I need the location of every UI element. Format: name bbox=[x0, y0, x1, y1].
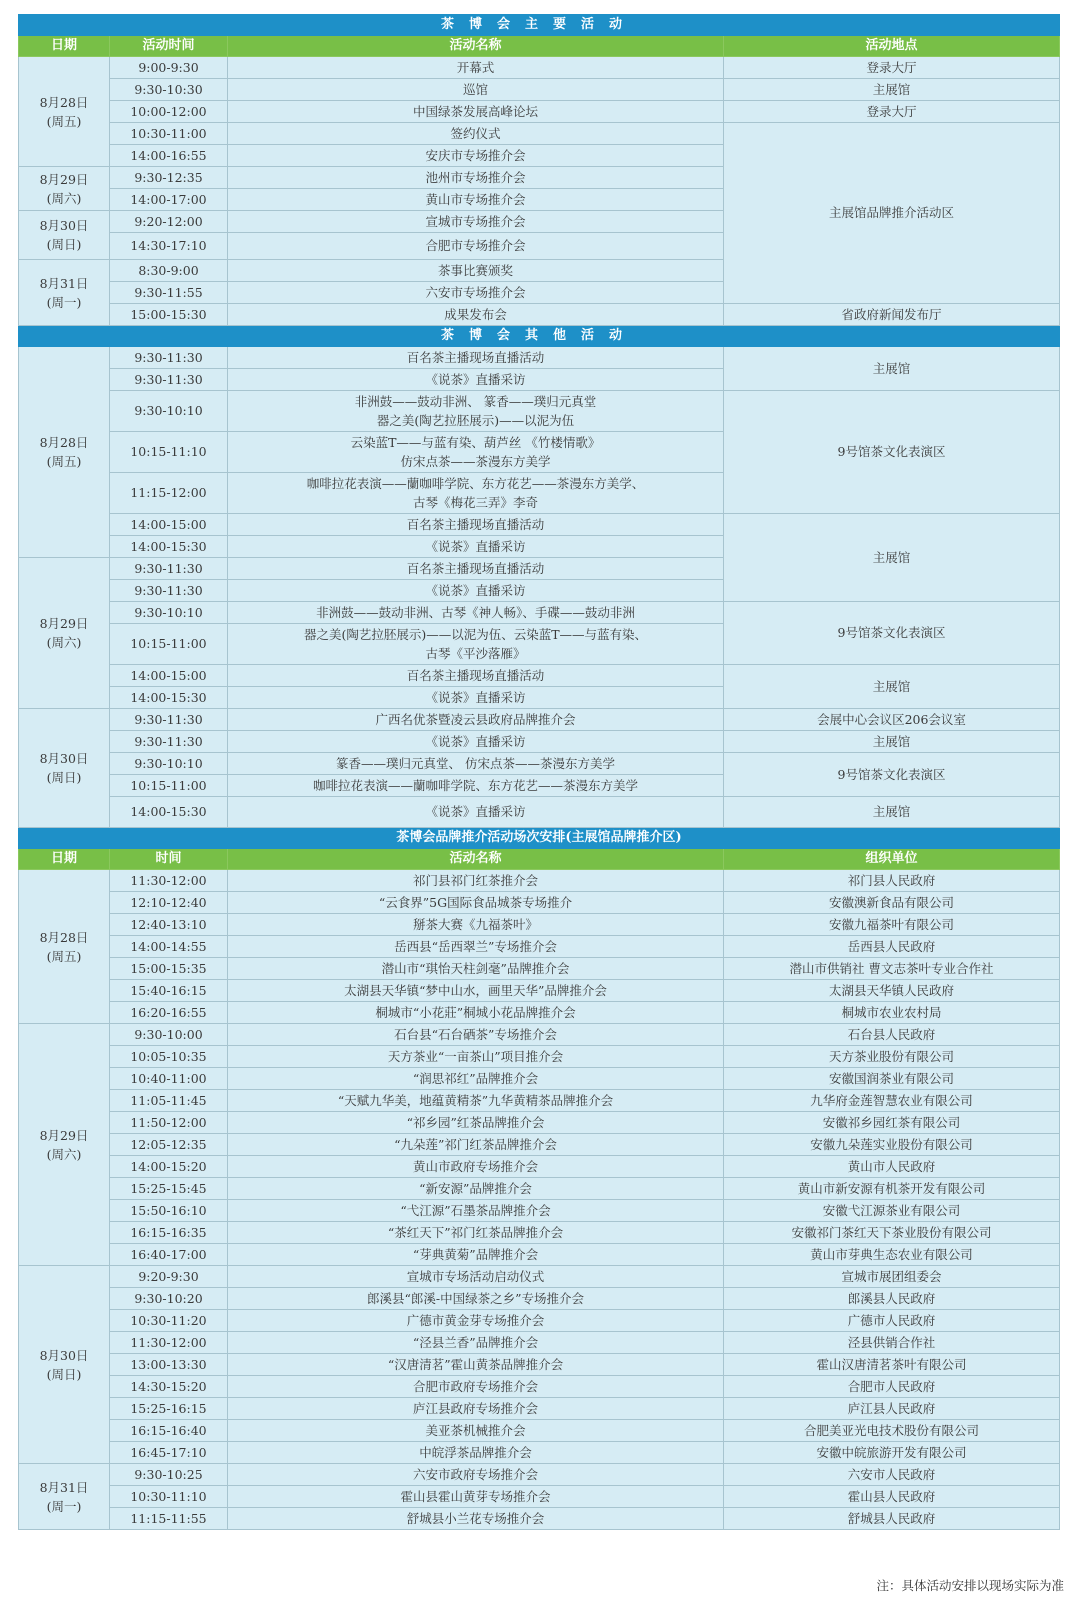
table-row bbox=[19, 1046, 1060, 1068]
table-row bbox=[19, 123, 1060, 145]
time-cell: 9:30-11:30 bbox=[110, 709, 228, 731]
schedule-wrapper bbox=[18, 14, 1059, 1530]
place-cell: 主展馆 bbox=[724, 347, 1060, 391]
date-cell bbox=[19, 709, 110, 828]
date-text: 8月31日 bbox=[39, 1479, 89, 1495]
table-row bbox=[19, 602, 1060, 624]
header-date: 日期 bbox=[19, 36, 110, 57]
weekday-text: (周五) bbox=[46, 454, 82, 469]
footnote: 注：具体活动安排以现场实际为准 bbox=[876, 1578, 1064, 1593]
name-cell: 庐江县政府专场推介会 bbox=[228, 1398, 724, 1420]
table-row bbox=[19, 731, 1060, 753]
time-cell: 10:15-11:00 bbox=[110, 624, 228, 665]
name-cell: 霍山县霍山黄芽专场推介会 bbox=[228, 1486, 724, 1508]
name-cell: 合肥市专场推介会 bbox=[228, 233, 724, 260]
section-title-row bbox=[19, 15, 1060, 36]
time-cell: 14:00-15:30 bbox=[110, 536, 228, 558]
table-row bbox=[19, 57, 1060, 79]
name-cell: 中皖浮茶品牌推介会 bbox=[228, 1442, 724, 1464]
time-cell: 9:30-11:30 bbox=[110, 558, 228, 580]
org-cell: 桐城市农业农村局 bbox=[724, 1002, 1060, 1024]
date-cell bbox=[19, 1464, 110, 1530]
header-time: 时间 bbox=[110, 849, 228, 870]
org-cell: 岳西县人民政府 bbox=[724, 936, 1060, 958]
name-cell: “九朵莲”祁门红茶品牌推介会 bbox=[228, 1134, 724, 1156]
name-cell: 安庆市专场推介会 bbox=[228, 145, 724, 167]
name-cell: 潜山市“琪怡天柱剑毫”品牌推介会 bbox=[228, 958, 724, 980]
table-row bbox=[19, 304, 1060, 326]
table-row bbox=[19, 1376, 1060, 1398]
org-cell: 天方茶业股份有限公司 bbox=[724, 1046, 1060, 1068]
name-cell: 祁门县祁门红茶推介会 bbox=[228, 870, 724, 892]
date-cell bbox=[19, 1266, 110, 1464]
name-cell: 《说茶》直播采访 bbox=[228, 536, 724, 558]
date-text: 8月28日 bbox=[39, 929, 89, 945]
org-cell: 安徽祁乡园红茶有限公司 bbox=[724, 1112, 1060, 1134]
table-row bbox=[19, 914, 1060, 936]
table-row bbox=[19, 936, 1060, 958]
header-time: 活动时间 bbox=[110, 36, 228, 57]
date-text: 8月30日 bbox=[39, 751, 89, 766]
time-cell: 11:30-12:00 bbox=[110, 870, 228, 892]
time-cell: 11:05-11:45 bbox=[110, 1090, 228, 1112]
org-cell: 庐江县人民政府 bbox=[724, 1398, 1060, 1420]
table-row bbox=[19, 101, 1060, 123]
table-row bbox=[19, 1156, 1060, 1178]
place-cell: 9号馆茶文化表演区 bbox=[724, 602, 1060, 665]
section-title-row bbox=[19, 828, 1060, 849]
date-cell bbox=[19, 1024, 110, 1266]
time-cell: 16:20-16:55 bbox=[110, 1002, 228, 1024]
table-row bbox=[19, 1200, 1060, 1222]
table-row bbox=[19, 665, 1060, 687]
name-cell: 《说茶》直播采访 bbox=[228, 797, 724, 828]
org-cell: 安徽九福茶叶有限公司 bbox=[724, 914, 1060, 936]
org-cell: 祁门县人民政府 bbox=[724, 870, 1060, 892]
name-cell: “汉唐清茗”霍山黄茶品牌推介会 bbox=[228, 1354, 724, 1376]
place-cell: 省政府新闻发布厅 bbox=[724, 304, 1060, 326]
time-cell: 16:15-16:35 bbox=[110, 1222, 228, 1244]
date-cell bbox=[19, 211, 110, 260]
time-cell: 11:15-12:00 bbox=[110, 473, 228, 514]
weekday-text: (周六) bbox=[46, 190, 82, 206]
table-row bbox=[19, 958, 1060, 980]
time-cell: 15:00-15:30 bbox=[110, 304, 228, 326]
org-cell: 安徽国润茶业有限公司 bbox=[724, 1068, 1060, 1090]
name-cell: 石台县“石台硒茶”专场推介会 bbox=[228, 1024, 724, 1046]
table-row bbox=[19, 1024, 1060, 1046]
org-cell: 黄山市新安源有机茶开发有限公司 bbox=[724, 1178, 1060, 1200]
name-cell: “天赋九华美，地蕴黄精茶”九华黄精茶品牌推介会 bbox=[228, 1090, 724, 1112]
time-cell: 10:30-11:00 bbox=[110, 123, 228, 145]
table-row bbox=[19, 870, 1060, 892]
name-line: 咖啡拉花表演——蘭咖啡学院、东方花艺——茶漫东方美学、 bbox=[306, 476, 645, 491]
table-row bbox=[19, 753, 1060, 775]
time-cell: 9:20-12:00 bbox=[110, 211, 228, 233]
place-cell: 主展馆 bbox=[724, 665, 1060, 709]
name-cell: 池州市专场推介会 bbox=[228, 167, 724, 189]
place-cell: 登录大厅 bbox=[724, 101, 1060, 123]
time-cell: 14:00-15:20 bbox=[110, 1156, 228, 1178]
table-row bbox=[19, 1244, 1060, 1266]
weekday-text: (周六) bbox=[46, 635, 82, 650]
name-cell: 《说茶》直播采访 bbox=[228, 369, 724, 391]
name-cell bbox=[228, 391, 724, 432]
time-cell: 10:15-11:00 bbox=[110, 775, 228, 797]
header-row bbox=[19, 849, 1060, 870]
time-cell: 14:00-15:30 bbox=[110, 797, 228, 828]
table-row bbox=[19, 1310, 1060, 1332]
time-cell: 14:00-17:00 bbox=[110, 189, 228, 211]
header-date: 日期 bbox=[19, 849, 110, 870]
org-cell: 安徽中皖旅游开发有限公司 bbox=[724, 1442, 1060, 1464]
name-line: 器之美(陶艺拉胚展示)——以泥为伍、云染蓝T——与蓝有染、 bbox=[303, 627, 648, 642]
time-cell: 9:30-11:30 bbox=[110, 369, 228, 391]
table-row bbox=[19, 1354, 1060, 1376]
time-cell: 16:40-17:00 bbox=[110, 1244, 228, 1266]
section-title: 茶博会主要活动 bbox=[19, 15, 1060, 36]
name-cell: 桐城市“小花莊”桐城小花品牌推介会 bbox=[228, 1002, 724, 1024]
org-cell: 广德市人民政府 bbox=[724, 1310, 1060, 1332]
time-cell: 10:30-11:10 bbox=[110, 1486, 228, 1508]
name-cell: 广西名优茶暨凌云县政府品牌推介会 bbox=[228, 709, 724, 731]
date-text: 8月31日 bbox=[39, 275, 89, 291]
time-cell: 11:30-12:00 bbox=[110, 1332, 228, 1354]
date-cell bbox=[19, 870, 110, 1024]
time-cell: 14:00-14:55 bbox=[110, 936, 228, 958]
date-text: 8月30日 bbox=[39, 218, 89, 233]
name-cell: “弋江源”石墨茶品牌推介会 bbox=[228, 1200, 724, 1222]
name-cell: 《说茶》直播采访 bbox=[228, 687, 724, 709]
name-cell: 郎溪县“郎溪-中国绿茶之乡”专场推介会 bbox=[228, 1288, 724, 1310]
org-cell: 安徽弋江源茶业有限公司 bbox=[724, 1200, 1060, 1222]
name-cell: 百名茶主播现场直播活动 bbox=[228, 347, 724, 369]
table-row bbox=[19, 391, 1060, 432]
time-cell: 14:00-15:30 bbox=[110, 687, 228, 709]
table-row bbox=[19, 1486, 1060, 1508]
date-text: 8月28日 bbox=[39, 94, 89, 110]
org-cell: 九华府金莲智慧农业有限公司 bbox=[724, 1090, 1060, 1112]
name-cell: 咖啡拉花表演——蘭咖啡学院、东方花艺——茶漫东方美学 bbox=[228, 775, 724, 797]
time-cell: 15:25-15:45 bbox=[110, 1178, 228, 1200]
name-cell: 太湖县天华镇“梦中山水，画里天华”品牌推介会 bbox=[228, 980, 724, 1002]
name-cell: “泾县兰香”品牌推介会 bbox=[228, 1332, 724, 1354]
name-line: 云染蓝T——与蓝有染、葫芦丝 《竹楼情歌》 bbox=[350, 435, 601, 450]
name-cell bbox=[228, 432, 724, 473]
name-cell: 非洲鼓——鼓动非洲、古琴《神人畅》、手碟——鼓动非洲 bbox=[228, 602, 724, 624]
time-cell: 10:40-11:00 bbox=[110, 1068, 228, 1090]
date-cell bbox=[19, 260, 110, 326]
table-row bbox=[19, 514, 1060, 536]
org-cell: 安徽澳新食品有限公司 bbox=[724, 892, 1060, 914]
section-title: 茶博会其他活动 bbox=[19, 326, 1060, 347]
date-text: 8月28日 bbox=[39, 435, 89, 450]
weekday-text: (周五) bbox=[46, 948, 82, 964]
name-line: 仿宋点茶——茶漫东方美学 bbox=[400, 454, 551, 469]
name-cell: 成果发布会 bbox=[228, 304, 724, 326]
org-cell: 太湖县天华镇人民政府 bbox=[724, 980, 1060, 1002]
table-row bbox=[19, 1508, 1060, 1530]
name-cell: 黄山市专场推介会 bbox=[228, 189, 724, 211]
time-cell: 15:25-16:15 bbox=[110, 1398, 228, 1420]
name-cell: 《说茶》直播采访 bbox=[228, 580, 724, 602]
place-cell: 登录大厅 bbox=[724, 57, 1060, 79]
table-row bbox=[19, 347, 1060, 369]
time-cell: 14:00-15:00 bbox=[110, 665, 228, 687]
time-cell: 10:05-10:35 bbox=[110, 1046, 228, 1068]
weekday-text: (周一) bbox=[46, 1498, 82, 1514]
place-cell: 主展馆 bbox=[724, 731, 1060, 753]
org-cell: 黄山市芽典生态农业有限公司 bbox=[724, 1244, 1060, 1266]
table-row bbox=[19, 1222, 1060, 1244]
header-name: 活动名称 bbox=[228, 849, 724, 870]
table-row bbox=[19, 1112, 1060, 1134]
table-row bbox=[19, 1178, 1060, 1200]
name-cell: 广德市黄金芽专场推介会 bbox=[228, 1310, 724, 1332]
place-cell: 9号馆茶文化表演区 bbox=[724, 391, 1060, 514]
table-row bbox=[19, 1002, 1060, 1024]
name-cell: 六安市政府专场推介会 bbox=[228, 1464, 724, 1486]
table-row bbox=[19, 1090, 1060, 1112]
table-row bbox=[19, 1332, 1060, 1354]
name-cell: 六安市专场推介会 bbox=[228, 282, 724, 304]
time-cell: 10:15-11:10 bbox=[110, 432, 228, 473]
table-row bbox=[19, 797, 1060, 828]
org-cell: 郎溪县人民政府 bbox=[724, 1288, 1060, 1310]
org-cell: 黄山市人民政府 bbox=[724, 1156, 1060, 1178]
name-cell: 签约仪式 bbox=[228, 123, 724, 145]
name-cell: 宣城市专场推介会 bbox=[228, 211, 724, 233]
name-cell: 篆香——璞归元真堂、 仿宋点茶——茶漫东方美学 bbox=[228, 753, 724, 775]
time-cell: 16:15-16:40 bbox=[110, 1420, 228, 1442]
weekday-text: (周日) bbox=[46, 1366, 82, 1382]
time-cell: 14:00-16:55 bbox=[110, 145, 228, 167]
header-org: 组织单位 bbox=[724, 849, 1060, 870]
name-cell: “茶红天下”祁门红茶品牌推介会 bbox=[228, 1222, 724, 1244]
table-row bbox=[19, 980, 1060, 1002]
header-name: 活动名称 bbox=[228, 36, 724, 57]
table-row bbox=[19, 1266, 1060, 1288]
time-cell: 11:50-12:00 bbox=[110, 1112, 228, 1134]
org-cell: 舒城县人民政府 bbox=[724, 1508, 1060, 1530]
org-cell: 合肥市人民政府 bbox=[724, 1376, 1060, 1398]
section-title-row bbox=[19, 326, 1060, 347]
time-cell: 12:40-13:10 bbox=[110, 914, 228, 936]
org-cell: 泾县供销合作社 bbox=[724, 1332, 1060, 1354]
time-cell: 15:40-16:15 bbox=[110, 980, 228, 1002]
place-cell: 9号馆茶文化表演区 bbox=[724, 753, 1060, 797]
header-place: 活动地点 bbox=[724, 36, 1060, 57]
name-cell: 《说茶》直播采访 bbox=[228, 731, 724, 753]
org-cell: 石台县人民政府 bbox=[724, 1024, 1060, 1046]
date-text: 8月29日 bbox=[39, 1127, 89, 1143]
weekday-text: (周五) bbox=[46, 113, 82, 129]
name-cell: 中国绿茶发展高峰论坛 bbox=[228, 101, 724, 123]
weekday-text: (周六) bbox=[46, 1146, 82, 1162]
name-cell: 合肥市政府专场推介会 bbox=[228, 1376, 724, 1398]
name-cell: 舒城县小兰花专场推介会 bbox=[228, 1508, 724, 1530]
table-row bbox=[19, 1420, 1060, 1442]
org-cell: 安徽祁门茶红天下茶业股份有限公司 bbox=[724, 1222, 1060, 1244]
name-cell: 黄山市政府专场推介会 bbox=[228, 1156, 724, 1178]
name-cell: 茶事比赛颁奖 bbox=[228, 260, 724, 282]
time-cell: 14:30-15:20 bbox=[110, 1376, 228, 1398]
org-cell: 宣城市展团组委会 bbox=[724, 1266, 1060, 1288]
date-text: 8月29日 bbox=[39, 171, 89, 187]
name-cell: “芽典黄菊”品牌推介会 bbox=[228, 1244, 724, 1266]
name-cell bbox=[228, 473, 724, 514]
name-line: 古琴《梅花三弄》李奇 bbox=[412, 495, 538, 510]
name-cell bbox=[228, 624, 724, 665]
time-cell: 15:50-16:10 bbox=[110, 1200, 228, 1222]
table-row bbox=[19, 892, 1060, 914]
weekday-text: (周一) bbox=[46, 294, 82, 310]
table-row bbox=[19, 1134, 1060, 1156]
name-cell: 百名茶主播现场直播活动 bbox=[228, 558, 724, 580]
time-cell: 9:30-10:25 bbox=[110, 1464, 228, 1486]
date-cell bbox=[19, 347, 110, 558]
time-cell: 9:30-10:10 bbox=[110, 753, 228, 775]
date-cell bbox=[19, 558, 110, 709]
name-cell: 天方茶业“一亩茶山”项目推介会 bbox=[228, 1046, 724, 1068]
time-cell: 16:45-17:10 bbox=[110, 1442, 228, 1464]
date-text: 8月29日 bbox=[39, 616, 89, 631]
time-cell: 13:00-13:30 bbox=[110, 1354, 228, 1376]
org-cell: 六安市人民政府 bbox=[724, 1464, 1060, 1486]
date-text: 8月30日 bbox=[39, 1347, 89, 1363]
header-row bbox=[19, 36, 1060, 57]
table-row bbox=[19, 709, 1060, 731]
date-cell bbox=[19, 57, 110, 167]
name-cell: 百名茶主播现场直播活动 bbox=[228, 514, 724, 536]
time-cell: 9:30-11:30 bbox=[110, 731, 228, 753]
table-row bbox=[19, 1398, 1060, 1420]
time-cell: 15:00-15:35 bbox=[110, 958, 228, 980]
time-cell: 9:30-11:55 bbox=[110, 282, 228, 304]
name-cell: “润思祁红”品牌推介会 bbox=[228, 1068, 724, 1090]
name-cell: 掰茶大赛《九福茶叶》 bbox=[228, 914, 724, 936]
name-cell: 岳西县“岳西翠兰”专场推介会 bbox=[228, 936, 724, 958]
org-cell: 霍山县人民政府 bbox=[724, 1486, 1060, 1508]
name-line: 非洲鼓——鼓动非洲、 篆香——璞归元真堂 bbox=[354, 394, 597, 409]
time-cell: 8:30-9:00 bbox=[110, 260, 228, 282]
name-cell: 巡馆 bbox=[228, 79, 724, 101]
table-row bbox=[19, 1068, 1060, 1090]
table-row bbox=[19, 79, 1060, 101]
table-row bbox=[19, 1288, 1060, 1310]
name-cell: 美亚茶机械推介会 bbox=[228, 1420, 724, 1442]
time-cell: 12:10-12:40 bbox=[110, 892, 228, 914]
name-cell: 开幕式 bbox=[228, 57, 724, 79]
name-cell: “云食界”5G国际食品城茶专场推介 bbox=[228, 892, 724, 914]
weekday-text: (周日) bbox=[46, 237, 82, 252]
name-cell: “祁乡园”红茶品牌推介会 bbox=[228, 1112, 724, 1134]
table-row bbox=[19, 1464, 1060, 1486]
org-cell: 合肥美亚光电技术股份有限公司 bbox=[724, 1420, 1060, 1442]
section-title: 茶博会品牌推介活动场次安排(主展馆品牌推介区) bbox=[19, 828, 1060, 849]
time-cell: 9:00-9:30 bbox=[110, 57, 228, 79]
time-cell: 9:30-10:00 bbox=[110, 1024, 228, 1046]
org-cell: 霍山汉唐清茗茶叶有限公司 bbox=[724, 1354, 1060, 1376]
time-cell: 9:30-11:30 bbox=[110, 580, 228, 602]
name-line: 古琴《平沙落雁》 bbox=[425, 646, 526, 661]
time-cell: 14:00-15:00 bbox=[110, 514, 228, 536]
time-cell: 9:30-10:30 bbox=[110, 79, 228, 101]
table-row bbox=[19, 1442, 1060, 1464]
time-cell: 9:30-10:20 bbox=[110, 1288, 228, 1310]
org-cell: 潜山市供销社 曹文志茶叶专业合作社 bbox=[724, 958, 1060, 980]
place-cell: 主展馆 bbox=[724, 797, 1060, 828]
place-cell: 主展馆 bbox=[724, 514, 1060, 602]
time-cell: 12:05-12:35 bbox=[110, 1134, 228, 1156]
name-cell: 宣城市专场活动启动仪式 bbox=[228, 1266, 724, 1288]
time-cell: 14:30-17:10 bbox=[110, 233, 228, 260]
weekday-text: (周日) bbox=[46, 770, 82, 785]
time-cell: 9:30-10:10 bbox=[110, 391, 228, 432]
time-cell: 11:15-11:55 bbox=[110, 1508, 228, 1530]
place-cell-merged: 主展馆品牌推介活动区 bbox=[724, 123, 1060, 304]
date-cell bbox=[19, 167, 110, 211]
time-cell: 10:30-11:20 bbox=[110, 1310, 228, 1332]
place-cell: 主展馆 bbox=[724, 79, 1060, 101]
time-cell: 10:00-12:00 bbox=[110, 101, 228, 123]
place-cell: 会展中心会议区206会议室 bbox=[724, 709, 1060, 731]
time-cell: 9:30-10:10 bbox=[110, 602, 228, 624]
name-cell: 百名茶主播现场直播活动 bbox=[228, 665, 724, 687]
time-cell: 9:30-11:30 bbox=[110, 347, 228, 369]
time-cell: 9:30-12:35 bbox=[110, 167, 228, 189]
name-line: 器之美(陶艺拉胚展示)——以泥为伍 bbox=[376, 413, 575, 428]
name-cell: “新安源”品牌推介会 bbox=[228, 1178, 724, 1200]
schedule-table bbox=[18, 14, 1060, 1530]
time-cell: 9:20-9:30 bbox=[110, 1266, 228, 1288]
org-cell: 安徽九朵莲实业股份有限公司 bbox=[724, 1134, 1060, 1156]
